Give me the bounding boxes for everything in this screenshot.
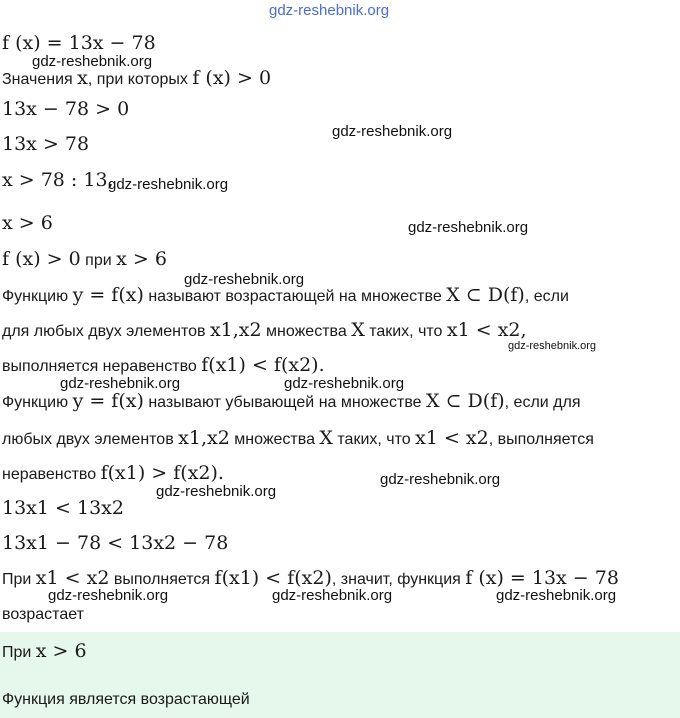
math: X: [319, 427, 333, 449]
watermark: gdz-reshebnik.org: [60, 375, 181, 392]
answer-line: [2, 641, 87, 663]
equation-line: 13x > 78: [2, 133, 90, 155]
equation-line: 13x − 78 > 0: [2, 98, 130, 120]
math: x > 6: [116, 248, 167, 270]
watermark: gdz-reshebnik.org: [284, 375, 405, 392]
text: При: [2, 644, 32, 661]
text: , если для: [504, 394, 581, 411]
watermark: gdz-reshebnik.org: [32, 53, 153, 70]
math: f (x) > 0: [192, 67, 272, 89]
equation-line: f (x) = 13x − 78: [2, 32, 156, 54]
math: x1 < x2: [35, 567, 110, 589]
watermark: gdz-reshebnik.org: [380, 471, 501, 488]
definition-line: [2, 320, 527, 342]
definition-line: [2, 355, 325, 377]
text: , значит, функция: [331, 571, 461, 588]
watermark: gdz-reshebnik.org: [496, 587, 617, 604]
equation-line: 13x1 − 78 < 13x2 − 78: [2, 532, 229, 554]
equation-line: x > 78 : 13,: [2, 169, 114, 191]
math: y = f(x): [72, 390, 144, 412]
text: выполняется: [113, 571, 211, 588]
text: множества: [266, 323, 347, 340]
math: x1 < x2,: [446, 319, 527, 341]
text: таких, что: [369, 323, 443, 340]
text: При: [2, 571, 32, 588]
definition-line: [2, 285, 569, 307]
definition-line: [2, 391, 581, 413]
conclusion-line: возрастает: [2, 606, 84, 623]
math: x1 < x2: [415, 427, 489, 449]
answer-box: [0, 632, 680, 718]
equation-line: x > 6: [2, 212, 53, 234]
equation-line: 13x1 < 13x2: [2, 497, 124, 519]
watermark: gdz-reshebnik.org: [156, 483, 277, 500]
watermark: gdz-reshebnik.org: [184, 271, 305, 288]
text: , если: [524, 288, 569, 305]
math: f(x1) > f(x2).: [100, 462, 224, 484]
watermark: gdz-reshebnik.org: [48, 587, 169, 604]
math: x: [77, 67, 88, 89]
math: f(x1) < f(x2).: [201, 354, 325, 376]
watermark: gdz-reshebnik.org: [508, 340, 597, 352]
math: X ⊂ D(f): [446, 284, 525, 306]
text: для любых двух элементов: [2, 323, 206, 340]
definition-line: [2, 428, 594, 450]
text: Функцию: [2, 288, 69, 305]
math: x1,x2: [178, 427, 230, 449]
watermark: gdz-reshebnik.org: [272, 587, 393, 604]
text: называют возрастающей на множестве: [148, 288, 442, 305]
conclusion-line: [2, 568, 619, 590]
text: таких, что: [337, 431, 411, 448]
text: при: [85, 252, 112, 269]
text: неравенство: [2, 466, 97, 483]
text: называют убывающей на множестве: [148, 394, 422, 411]
watermark: gdz-reshebnik.org: [269, 2, 390, 19]
text: выполняется неравенство: [2, 358, 197, 375]
answer-line: Функция является возрастающей: [2, 691, 250, 708]
text: Функцию: [2, 394, 69, 411]
math: f (x) > 0: [2, 248, 81, 270]
text: , выполняется: [488, 431, 594, 448]
text-line: [2, 68, 271, 90]
math: f (x) = 13x − 78: [465, 567, 619, 589]
text-line: [2, 249, 167, 271]
math: X: [351, 319, 365, 341]
math: X ⊂ D(f): [426, 390, 505, 412]
text: , при которых: [87, 71, 188, 88]
text: множества: [234, 431, 315, 448]
definition-line: [2, 463, 224, 485]
text: Значения: [2, 71, 73, 88]
watermark: gdz-reshebnik.org: [108, 176, 229, 193]
math: y = f(x): [72, 284, 144, 306]
math: x1,x2: [209, 319, 262, 341]
watermark: gdz-reshebnik.org: [408, 219, 529, 236]
text: любых двух элементов: [2, 431, 174, 448]
watermark: gdz-reshebnik.org: [332, 123, 453, 140]
math: x > 6: [35, 640, 87, 662]
math: f(x1) < f(x2): [214, 567, 332, 589]
